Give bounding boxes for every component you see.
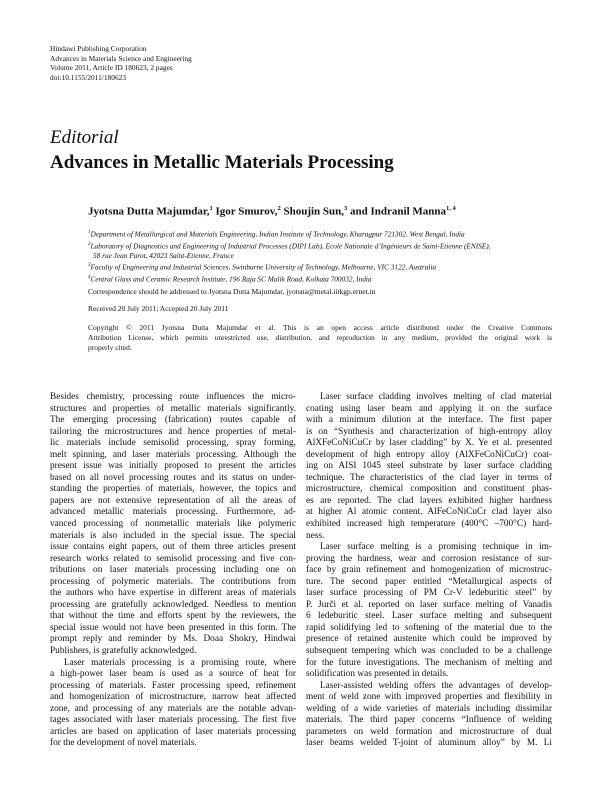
body-text-line: rapid solidifying led to softening of the material due to the bbox=[306, 622, 552, 633]
author-affiliation-mark: 1, 4 bbox=[446, 205, 456, 212]
body-text-line: coating using laser beam and applying it on the surface bbox=[306, 403, 552, 414]
body-text-line: structures and properties of metallic materials significantly. bbox=[50, 403, 296, 414]
affiliation-text: Department of Metallurgical and Materials Engineering, Indian Institute of Technology, Kharagpur 721302, West Bengal, India bbox=[90, 229, 465, 239]
copyright-notice bbox=[88, 323, 552, 354]
author-name: Jyotsna Dutta Majumdar, bbox=[88, 205, 210, 218]
body-text-line: articles are based on application of laser materials processing bbox=[50, 726, 296, 737]
publisher-line: Hindawi Publishing Corporation bbox=[50, 44, 147, 53]
affiliation bbox=[88, 240, 558, 252]
body-text-line: and homogenization of microstructure, narrow heat affected bbox=[50, 692, 296, 703]
copyright-line: Attribution License, which permits unrestricted use, distribution, and reproduction in any medium, provided the original work is bbox=[88, 333, 552, 343]
affiliation-text: Laboratory of Diagnostics and Engineering of Industrial Processes (DIPI Lab), Ecole Nationale d’Ingénieurs de Saint-Etienne (ENISE), bbox=[90, 241, 491, 251]
body-text-line: tages associated with laser materials processing. The first five bbox=[50, 715, 296, 726]
affiliation-text: Faculty of Engineering and Industrial Sciences, Swinburne University of Technology, Melbourne, VIC 3122, Australia bbox=[90, 262, 437, 272]
author-affiliation-mark: 3 bbox=[344, 205, 348, 212]
body-text-line: issue contains eight papers, out of them three articles present bbox=[50, 542, 296, 553]
body-text-line: face by grain refinement and homogenization of microstruc- bbox=[306, 565, 552, 576]
body-text-line: The emerging processing (fabrication) routes capable of bbox=[50, 415, 296, 426]
body-text-line: advanced metallic materials processing. Furthermore, ad- bbox=[50, 507, 296, 518]
article-title: Advances in Metallic Materials Processing bbox=[50, 152, 394, 173]
body-text-line: processing of materials. Faster processing speed, refinement bbox=[50, 680, 296, 691]
body-text-line: at higher Al atomic content. AlFeCoNiCuCr clad layer also bbox=[306, 507, 552, 518]
body-text-line: materials. The third paper concerns “Influence of welding bbox=[306, 715, 552, 726]
body-text-line: Laser surface cladding involves melting of clad material bbox=[320, 392, 552, 402]
body-text-line: laser beams welded T-joint of aluminum alloy” by M. Li bbox=[306, 738, 552, 749]
body-text-line: standing the properties of materials, however, the topics and bbox=[50, 484, 296, 495]
body-text-line: Laser materials processing is a promising route, where bbox=[64, 657, 296, 668]
received-dates: Received 20 July 2011; Accepted 20 July 2011 bbox=[88, 304, 229, 313]
body-text-line: ment of weld zone with improved properties and flexibility in bbox=[306, 692, 552, 703]
body-text-line: tributions on laser materials processing including one on bbox=[50, 565, 296, 576]
affiliation-mark: 4 bbox=[88, 275, 91, 281]
article-type: Editorial bbox=[50, 127, 119, 148]
author-name: and Indranil Manna bbox=[347, 205, 446, 218]
body-text-line: parameters on weld formation and microstructure of dual bbox=[306, 726, 552, 737]
affiliation bbox=[88, 273, 558, 285]
body-text-line: es are reported. The clad layers exhibited higher hardness bbox=[306, 495, 552, 506]
affiliation-text: Central Glass and Ceramic Research Institute, 196 Raja SC Malik Road, Kolkata 700032, India bbox=[90, 274, 372, 284]
copyright-line: Copyright © 2011 Jyotsna Dutta Majumdar et al. This is an open access article distributed under the Creative Commons bbox=[88, 323, 552, 332]
affiliation-text: 58 rue Jean Parot, 42023 Saint-Etienne, France bbox=[93, 251, 234, 261]
volume-info: Volume 2011, Article ID 180623, 2 pages bbox=[50, 63, 173, 73]
body-text-line: solidification was presented in details. bbox=[306, 669, 449, 680]
author-name: Shoujin Sun, bbox=[280, 205, 345, 218]
body-text-line: processing of polymeric materials. The contributions from bbox=[50, 576, 296, 587]
body-text-line: welding of a wide varieties of materials including dissimilar bbox=[306, 703, 552, 714]
body-text-line: ing on AISI 1045 steel substrate by laser surface cladding bbox=[306, 461, 552, 472]
body-text-line: exhibited increased high temperature (400°C –700°C) hard- bbox=[306, 519, 552, 530]
body-text-line: AlXFeCoNiCuCr by laser cladding” by X. Ye et al. presented bbox=[306, 438, 552, 449]
affiliation bbox=[88, 228, 558, 240]
body-text-line: prompt reply and reminder by Ms. Doaa Shokry, Hindwai bbox=[50, 634, 296, 645]
affiliation-continuation bbox=[88, 251, 558, 261]
body-text-line: tailoring the microstructures and hence properties of metal- bbox=[50, 426, 296, 437]
body-text-line: technique. The characteristics of the clad layer in terms of bbox=[306, 472, 552, 483]
correspondence: Correspondence should be addressed to Jyotsna Dutta Majumdar, jyotsna@metal.iitkgp.ernet.in bbox=[88, 287, 376, 296]
body-text-line: proving the hardness, wear and corrosion resistance of sur- bbox=[306, 553, 552, 564]
body-text-line: is on “Synthesis and characterization of high-entropy alloy bbox=[306, 426, 552, 437]
body-text-line: 6 ledeburitic steel. Laser surface melting and subsequent bbox=[306, 611, 552, 622]
body-text-line: for the future investigations. The mechanism of melting and bbox=[306, 657, 552, 668]
journal-header bbox=[50, 44, 192, 82]
body-text-line: melt spinning, and laser materials processing. Although the bbox=[50, 449, 296, 460]
body-text-line: Besides chemistry, processing route influences the micro- bbox=[50, 392, 296, 402]
body-text-line: lic materials include semisolid processing, spray forming, bbox=[50, 438, 296, 449]
body-text-line: Laser surface melting is a promising technique in im- bbox=[320, 542, 552, 553]
body-text-line: based on all novel processing routes and its status on under- bbox=[50, 472, 296, 483]
body-text-line: special issue would not have been presented in this form. The bbox=[50, 622, 296, 633]
author-list bbox=[88, 205, 456, 218]
body-text-line: vanced processing of nonmetallic materials like polymeric bbox=[50, 519, 296, 530]
body-text-line: papers are not extensive representation of all the areas of bbox=[50, 495, 296, 506]
body-text-line: laser surface processing of PM Cr-V ledeburitic steel” by bbox=[306, 588, 552, 599]
body-text-line: microstructure, chemical composition and constituent phas- bbox=[306, 484, 552, 495]
author-affiliation-mark: 2 bbox=[277, 205, 281, 212]
body-text-line: Publishers, is gratefully acknowledged. bbox=[50, 646, 197, 657]
body-text-line: that without the time and efforts spent by the reviewers, the bbox=[50, 611, 296, 622]
body-text-line: processing are gratefully acknowledged. Needless to mention bbox=[50, 599, 296, 610]
body-text-line: a high-power laser beam is used as a source of heat for bbox=[50, 669, 296, 680]
author-affiliation-mark: 1 bbox=[209, 205, 213, 212]
body-text-line: the authors who have expertise in different areas of materials bbox=[50, 588, 296, 599]
author-name: Igor Smurov, bbox=[212, 205, 278, 218]
body-column-left bbox=[50, 392, 296, 750]
affiliation-mark: 3 bbox=[88, 263, 91, 269]
copyright-line: properly cited. bbox=[88, 343, 132, 353]
body-text-line: presence of retained austenite which could be improved by bbox=[306, 634, 552, 645]
journal-name: Advances in Materials Science and Engineering bbox=[50, 53, 192, 63]
body-text-line: for the development of novel materials. bbox=[50, 738, 197, 749]
body-column-right bbox=[306, 392, 552, 750]
body-text-line: ness. bbox=[306, 530, 325, 541]
affiliation-mark: 1 bbox=[88, 230, 91, 235]
affiliation-mark: 2 bbox=[88, 241, 91, 247]
body-text-line: ture. The second paper entitled “Metallurgical aspects of bbox=[306, 576, 552, 587]
body-text-line: Laser-assisted welding offers the advantages of develop- bbox=[320, 680, 552, 691]
body-text-line: zone, and processing of any materials are the notable advan- bbox=[50, 703, 296, 714]
body-text-line: present issue was initially proposed to present the articles bbox=[50, 461, 296, 472]
body-text-line: subsequent tempering which was concluded to be a challenge bbox=[306, 646, 552, 657]
body-text-line: materials is also included in the special issue. The special bbox=[50, 530, 296, 541]
doi-link[interactable]: doi:10.1155/2011/180623 bbox=[50, 72, 127, 82]
body-text-line: with a minimum dilution at the interface. The first paper bbox=[306, 415, 552, 426]
affiliations bbox=[88, 228, 558, 285]
body-text-line: P. Jurči et al. reported on laser surface melting of Vanadis bbox=[306, 599, 552, 610]
affiliation bbox=[88, 261, 558, 273]
body-text-line: research works related to semisolid processing and five con- bbox=[50, 553, 296, 564]
body-text-line: development of high entropy alloy (AlXFeCoNiCuCr) coat- bbox=[306, 449, 552, 460]
